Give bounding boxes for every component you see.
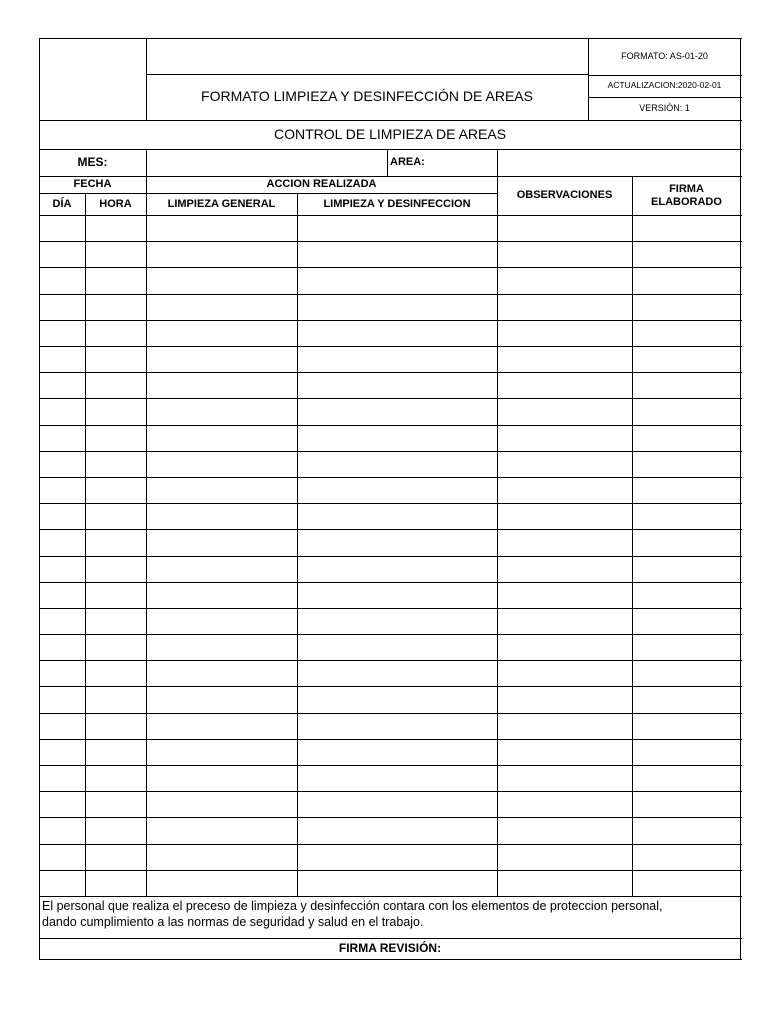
hora-cell[interactable] — [85, 215, 146, 241]
table-row — [39, 713, 741, 739]
observaciones-cell[interactable] — [497, 870, 632, 896]
v-rule — [297, 215, 298, 897]
observaciones-cell[interactable] — [497, 765, 632, 791]
dia-cell[interactable] — [39, 294, 85, 320]
hora-cell[interactable] — [85, 870, 146, 896]
table-row — [39, 267, 741, 293]
observaciones-cell[interactable] — [497, 608, 632, 634]
v-rule — [497, 215, 498, 897]
dia-cell[interactable] — [39, 477, 85, 503]
v-rule — [146, 38, 147, 121]
limpieza-desinfeccion-cell[interactable] — [297, 634, 497, 660]
table-row — [39, 608, 741, 634]
hora-cell[interactable] — [85, 582, 146, 608]
col-fecha: FECHA — [73, 178, 112, 191]
v-rule — [632, 176, 633, 216]
h-rule — [39, 193, 498, 194]
firma-cell[interactable] — [632, 582, 741, 608]
hora-cell[interactable] — [85, 241, 146, 267]
v-rule — [497, 176, 498, 216]
limpieza-desinfeccion-cell[interactable] — [297, 765, 497, 791]
h-rule — [39, 215, 742, 216]
dia-cell[interactable] — [39, 241, 85, 267]
limpieza-desinfeccion-cell[interactable] — [297, 215, 497, 241]
limpieza-general-cell[interactable] — [146, 765, 297, 791]
h-rule — [39, 372, 742, 373]
firma-cell[interactable] — [632, 713, 741, 739]
table-row — [39, 817, 741, 843]
dia-cell[interactable] — [39, 844, 85, 870]
firma-cell[interactable] — [632, 215, 741, 241]
hora-cell[interactable] — [85, 398, 146, 424]
dia-cell[interactable] — [39, 765, 85, 791]
h-rule — [39, 713, 742, 714]
h-rule — [39, 896, 742, 897]
col-limpieza-general: LIMPIEZA GENERAL — [167, 197, 276, 210]
observaciones-cell[interactable] — [497, 817, 632, 843]
h-rule — [39, 398, 742, 399]
hora-cell[interactable] — [85, 817, 146, 843]
col-firma-line2: ELABORADO — [651, 195, 722, 208]
observaciones-cell[interactable] — [497, 844, 632, 870]
limpieza-desinfeccion-cell[interactable] — [297, 686, 497, 712]
hora-cell[interactable] — [85, 294, 146, 320]
observaciones-cell[interactable] — [497, 451, 632, 477]
section-title: CONTROL DE LIMPIEZA DE AREAS — [273, 125, 507, 142]
dia-cell[interactable] — [39, 372, 85, 398]
hora-cell[interactable] — [85, 739, 146, 765]
v-rule — [387, 149, 388, 177]
observaciones-cell[interactable] — [497, 398, 632, 424]
limpieza-desinfeccion-cell[interactable] — [297, 556, 497, 582]
h-rule — [39, 739, 742, 740]
firma-cell[interactable] — [632, 241, 741, 267]
observaciones-cell[interactable] — [497, 634, 632, 660]
limpieza-desinfeccion-cell[interactable] — [297, 241, 497, 267]
update-date: ACTUALIZACION:2020-02-01 — [607, 80, 722, 91]
firma-revision-label: FIRMA REVISIÓN: — [338, 941, 442, 956]
dia-cell[interactable] — [39, 451, 85, 477]
firma-cell[interactable] — [632, 267, 741, 293]
cleaning-control-form — [39, 38, 741, 960]
limpieza-desinfeccion-cell[interactable] — [297, 817, 497, 843]
limpieza-general-cell[interactable] — [146, 791, 297, 817]
dia-cell[interactable] — [39, 346, 85, 372]
hora-cell[interactable] — [85, 346, 146, 372]
table-row — [39, 215, 741, 241]
limpieza-desinfeccion-cell[interactable] — [297, 477, 497, 503]
observaciones-cell[interactable] — [497, 582, 632, 608]
dia-cell[interactable] — [39, 817, 85, 843]
col-observaciones: OBSERVACIONES — [516, 189, 613, 202]
hora-cell[interactable] — [85, 634, 146, 660]
v-rule — [588, 38, 589, 121]
h-rule — [39, 765, 742, 766]
h-rule — [39, 817, 742, 818]
firma-cell[interactable] — [632, 477, 741, 503]
limpieza-general-cell[interactable] — [146, 294, 297, 320]
firma-cell[interactable] — [632, 346, 741, 372]
border-bottom — [39, 959, 742, 960]
h-rule — [39, 660, 742, 661]
dia-cell[interactable] — [39, 425, 85, 451]
limpieza-desinfeccion-cell[interactable] — [297, 608, 497, 634]
h-rule — [39, 556, 742, 557]
h-rule — [588, 97, 742, 98]
table-row — [39, 765, 741, 791]
dia-cell[interactable] — [39, 713, 85, 739]
limpieza-general-cell[interactable] — [146, 451, 297, 477]
table-row — [39, 477, 741, 503]
hora-cell[interactable] — [85, 608, 146, 634]
limpieza-general-cell[interactable] — [146, 686, 297, 712]
v-rule — [146, 149, 147, 177]
dia-cell[interactable] — [39, 503, 85, 529]
h-rule — [588, 75, 742, 76]
footer-note — [42, 896, 740, 940]
form-title: FORMATO LIMPIEZA Y DESINFECCIÓN DE AREAS — [201, 88, 533, 105]
table-row — [39, 529, 741, 555]
v-rule — [146, 215, 147, 897]
hora-cell[interactable] — [85, 320, 146, 346]
h-rule — [39, 529, 742, 530]
limpieza-general-cell[interactable] — [146, 372, 297, 398]
limpieza-desinfeccion-cell[interactable] — [297, 320, 497, 346]
table-row — [39, 425, 741, 451]
limpieza-general-cell[interactable] — [146, 477, 297, 503]
limpieza-desinfeccion-cell[interactable] — [297, 582, 497, 608]
limpieza-desinfeccion-cell[interactable] — [297, 267, 497, 293]
h-rule — [146, 74, 589, 75]
h-rule — [39, 608, 742, 609]
limpieza-general-cell[interactable] — [146, 817, 297, 843]
limpieza-general-cell[interactable] — [146, 608, 297, 634]
footer-note-line2: dando cumplimiento a las normas de seguridad y salud en el trabajo. — [42, 915, 424, 929]
firma-cell[interactable] — [632, 556, 741, 582]
observaciones-cell[interactable] — [497, 556, 632, 582]
h-rule — [39, 582, 742, 583]
h-rule — [39, 120, 742, 121]
limpieza-desinfeccion-cell[interactable] — [297, 294, 497, 320]
h-rule — [39, 503, 742, 504]
dia-cell[interactable] — [39, 582, 85, 608]
limpieza-general-cell[interactable] — [146, 713, 297, 739]
firma-cell[interactable] — [632, 398, 741, 424]
table-row — [39, 451, 741, 477]
observaciones-cell[interactable] — [497, 686, 632, 712]
table-row — [39, 398, 741, 424]
firma-cell[interactable] — [632, 686, 741, 712]
table-row — [39, 844, 741, 870]
limpieza-general-cell[interactable] — [146, 241, 297, 267]
border-top — [39, 38, 742, 39]
hora-cell[interactable] — [85, 529, 146, 555]
table-row — [39, 346, 741, 372]
h-rule — [39, 320, 742, 321]
limpieza-general-cell[interactable] — [146, 739, 297, 765]
h-rule — [39, 176, 742, 177]
limpieza-desinfeccion-cell[interactable] — [297, 372, 497, 398]
limpieza-desinfeccion-cell[interactable] — [297, 451, 497, 477]
limpieza-general-cell[interactable] — [146, 870, 297, 896]
limpieza-desinfeccion-cell[interactable] — [297, 346, 497, 372]
observaciones-cell[interactable] — [497, 320, 632, 346]
firma-cell[interactable] — [632, 451, 741, 477]
limpieza-desinfeccion-cell[interactable] — [297, 398, 497, 424]
month-value-field[interactable] — [146, 149, 387, 176]
h-rule — [39, 294, 742, 295]
hora-cell[interactable] — [85, 844, 146, 870]
v-rule — [632, 215, 633, 897]
hora-cell[interactable] — [85, 765, 146, 791]
area-label: AREA: — [390, 156, 425, 169]
table-row — [39, 241, 741, 267]
observaciones-cell[interactable] — [497, 713, 632, 739]
dia-cell[interactable] — [39, 215, 85, 241]
firma-cell[interactable] — [632, 634, 741, 660]
hora-cell[interactable] — [85, 451, 146, 477]
table-row — [39, 582, 741, 608]
observaciones-cell[interactable] — [497, 215, 632, 241]
limpieza-general-cell[interactable] — [146, 215, 297, 241]
h-rule — [39, 346, 742, 347]
observaciones-cell[interactable] — [497, 267, 632, 293]
limpieza-general-cell[interactable] — [146, 660, 297, 686]
limpieza-general-cell[interactable] — [146, 503, 297, 529]
limpieza-general-cell[interactable] — [146, 582, 297, 608]
v-rule — [85, 215, 86, 897]
limpieza-desinfeccion-cell[interactable] — [297, 844, 497, 870]
limpieza-general-cell[interactable] — [146, 556, 297, 582]
firma-cell[interactable] — [632, 372, 741, 398]
month-label: MES: — [77, 154, 108, 169]
observaciones-cell[interactable] — [497, 241, 632, 267]
firma-cell[interactable] — [632, 425, 741, 451]
col-firma-elaborado — [632, 176, 741, 215]
limpieza-general-cell[interactable] — [146, 398, 297, 424]
limpieza-desinfeccion-cell[interactable] — [297, 713, 497, 739]
firma-cell[interactable] — [632, 660, 741, 686]
col-limpieza-desinfeccion: LIMPIEZA Y DESINFECCION — [323, 197, 471, 210]
limpieza-general-cell[interactable] — [146, 320, 297, 346]
col-hora: HORA — [99, 197, 132, 210]
firma-cell[interactable] — [632, 608, 741, 634]
limpieza-general-cell[interactable] — [146, 634, 297, 660]
limpieza-general-cell[interactable] — [146, 425, 297, 451]
observaciones-cell[interactable] — [497, 372, 632, 398]
dia-cell[interactable] — [39, 267, 85, 293]
h-rule — [39, 634, 742, 635]
hora-cell[interactable] — [85, 425, 146, 451]
footer-note-line1: El personal que realiza el preceso de limpieza y desinfección contara con los elementos de proteccion personal, — [42, 899, 663, 913]
dia-cell[interactable] — [39, 320, 85, 346]
table-row — [39, 660, 741, 686]
firma-cell[interactable] — [632, 739, 741, 765]
table-row — [39, 634, 741, 660]
dia-cell[interactable] — [39, 634, 85, 660]
hora-cell[interactable] — [85, 660, 146, 686]
hora-cell[interactable] — [85, 267, 146, 293]
observaciones-cell[interactable] — [497, 791, 632, 817]
v-rule — [85, 193, 86, 216]
dia-cell[interactable] — [39, 870, 85, 896]
limpieza-desinfeccion-cell[interactable] — [297, 660, 497, 686]
limpieza-general-cell[interactable] — [146, 529, 297, 555]
h-rule — [39, 241, 742, 242]
table-row — [39, 686, 741, 712]
hora-cell[interactable] — [85, 503, 146, 529]
observaciones-cell[interactable] — [497, 739, 632, 765]
limpieza-general-cell[interactable] — [146, 346, 297, 372]
observaciones-cell[interactable] — [497, 660, 632, 686]
table-row — [39, 870, 741, 896]
table-row — [39, 556, 741, 582]
limpieza-general-cell[interactable] — [146, 267, 297, 293]
limpieza-desinfeccion-cell[interactable] — [297, 791, 497, 817]
firma-cell[interactable] — [632, 870, 741, 896]
firma-cell[interactable] — [632, 765, 741, 791]
dia-cell[interactable] — [39, 556, 85, 582]
limpieza-desinfeccion-cell[interactable] — [297, 529, 497, 555]
observaciones-cell[interactable] — [497, 425, 632, 451]
dia-cell[interactable] — [39, 398, 85, 424]
h-rule — [39, 870, 742, 871]
h-rule — [39, 844, 742, 845]
hora-cell[interactable] — [85, 556, 146, 582]
dia-cell[interactable] — [39, 660, 85, 686]
observaciones-cell[interactable] — [497, 294, 632, 320]
col-accion-realizada: ACCION REALIZADA — [266, 178, 377, 191]
dia-cell[interactable] — [39, 739, 85, 765]
firma-cell[interactable] — [632, 503, 741, 529]
v-rule — [146, 176, 147, 216]
h-rule — [39, 686, 742, 687]
table-row — [39, 320, 741, 346]
firma-cell[interactable] — [632, 320, 741, 346]
v-rule — [497, 149, 498, 177]
dia-cell[interactable] — [39, 686, 85, 712]
h-rule — [39, 791, 742, 792]
limpieza-desinfeccion-cell[interactable] — [297, 739, 497, 765]
h-rule — [39, 477, 742, 478]
firma-cell[interactable] — [632, 817, 741, 843]
hora-cell[interactable] — [85, 791, 146, 817]
limpieza-general-cell[interactable] — [146, 844, 297, 870]
limpieza-desinfeccion-cell[interactable] — [297, 870, 497, 896]
dia-cell[interactable] — [39, 529, 85, 555]
table-row — [39, 791, 741, 817]
v-rule — [297, 193, 298, 216]
area-value-field[interactable] — [497, 149, 741, 176]
firma-cell[interactable] — [632, 844, 741, 870]
col-dia: DÍA — [52, 197, 72, 210]
limpieza-desinfeccion-cell[interactable] — [297, 425, 497, 451]
table-row — [39, 294, 741, 320]
dia-cell[interactable] — [39, 608, 85, 634]
h-rule — [39, 451, 742, 452]
h-rule — [39, 425, 742, 426]
hora-cell[interactable] — [85, 713, 146, 739]
h-rule — [39, 938, 742, 939]
observaciones-cell[interactable] — [497, 529, 632, 555]
h-rule — [39, 149, 742, 150]
table-row — [39, 739, 741, 765]
observaciones-cell[interactable] — [497, 477, 632, 503]
observaciones-cell[interactable] — [497, 503, 632, 529]
firma-cell[interactable] — [632, 529, 741, 555]
hora-cell[interactable] — [85, 477, 146, 503]
format-code: FORMATO: AS-01-20 — [621, 50, 708, 61]
limpieza-desinfeccion-cell[interactable] — [297, 503, 497, 529]
dia-cell[interactable] — [39, 791, 85, 817]
table-row — [39, 372, 741, 398]
hora-cell[interactable] — [85, 372, 146, 398]
observaciones-cell[interactable] — [497, 346, 632, 372]
col-firma-line1: FIRMA — [669, 183, 704, 196]
firma-cell[interactable] — [632, 791, 741, 817]
hora-cell[interactable] — [85, 686, 146, 712]
h-rule — [39, 267, 742, 268]
version-label: VERSIÓN: 1 — [639, 102, 690, 113]
firma-cell[interactable] — [632, 294, 741, 320]
table-row — [39, 503, 741, 529]
